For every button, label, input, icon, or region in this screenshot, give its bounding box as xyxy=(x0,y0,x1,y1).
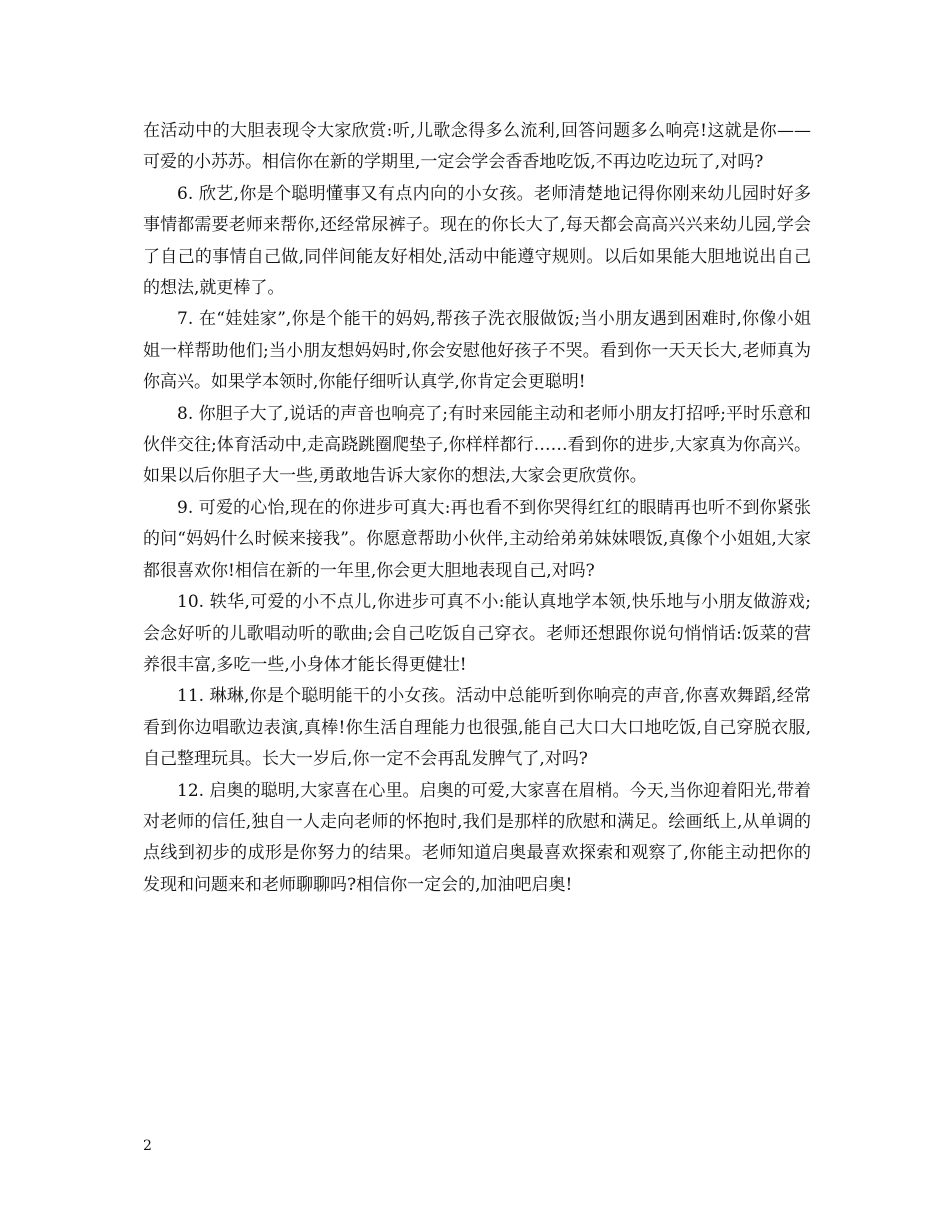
paragraph-item-6: 6. 欣艺,你是个聪明懂事又有点内向的小女孩。老师清楚地记得你刚来幼儿园时好多事情都需要老师来帮你,还经常尿裤子。现在的你长大了,每天都会高高兴兴来幼儿园,学会了自己的事情自己做,同伴间能友好相处,活动中能遵守规则。以后如果能大胆地说出自己的想法,就更棒了。 xyxy=(143,183,811,299)
paragraph-item-10: 10. 轶华,可爱的小不点儿,你进步可真不小:能认真地学本领,快乐地与小朋友做游戏;会念好听的儿歌唱动听的歌曲;会自己吃饭自己穿衣。老师还想跟你说句悄悄话:饭菜的营养很丰富,多吃一些,小身体才能长得更健壮! xyxy=(143,592,811,675)
document-body xyxy=(143,116,811,901)
paragraph-item-12: 12. 启奥的聪明,大家喜在心里。启奥的可爱,大家喜在眉梢。今天,当你迎着阳光,带着对老师的信任,独自一人走向老师的怀抱时,我们是那样的欣慰和满足。绘画纸上,从单调的点线到初步的成形是你努力的结果。老师知道启奥最喜欢探索和观察了,你能主动把你的发现和问题来和老师聊聊吗?相信你一定会的,加油吧启奥! xyxy=(143,780,811,895)
page-number: 2 xyxy=(143,1138,152,1154)
paragraph-continued: 在活动中的大胆表现令大家欣赏:听,儿歌念得多么流利,回答问题多么响亮!这就是你——可爱的小苏苏。相信你在新的学期里,一定会学会香香地吃饭,不再边吃边玩了,对吗? xyxy=(143,121,811,173)
paragraph-item-11: 11. 琳琳,你是个聪明能干的小女孩。活动中总能听到你响亮的声音,你喜欢舞蹈,经常看到你边唱歌边表演,真棒!你生活自理能力也很强,能自己大口大口地吃饭,自己穿脱衣服,自己整理玩具。长大一岁后,你一定不会再乱发脾气了,对吗? xyxy=(143,686,811,770)
paragraph-item-7: 7. 在“娃娃家”,你是个能干的妈妈,帮孩子洗衣服做饭;当小朋友遇到困难时,你像小姐姐一样帮助他们;当小朋友想妈妈时,你会安慰他好孩子不哭。看到你一天天长大,老师真为你高兴。如果学本领时,你能仔细听认真学,你肯定会更聪明! xyxy=(143,309,811,393)
paragraph-item-9: 9. 可爱的心怡,现在的你进步可真大:再也看不到你哭得红红的眼睛再也听不到你紧张的问“妈妈什么时候来接我”。你愿意帮助小伙伴,主动给弟弟妹妹喂饭,真像个小姐姐,大家都很喜欢你!相信在新的一年里,你会更大胆地表现自己,对吗? xyxy=(143,497,811,581)
paragraph-item-8: 8. 你胆子大了,说话的声音也响亮了;有时来园能主动和老师小朋友打招呼;平时乐意和伙伴交往;体育活动中,走高跷跳圈爬垫子,你样样都行……看到你的进步,大家真为你高兴。如果以后你胆子大一些,勇敢地告诉大家你的想法,大家会更欣赏你。 xyxy=(143,403,811,487)
